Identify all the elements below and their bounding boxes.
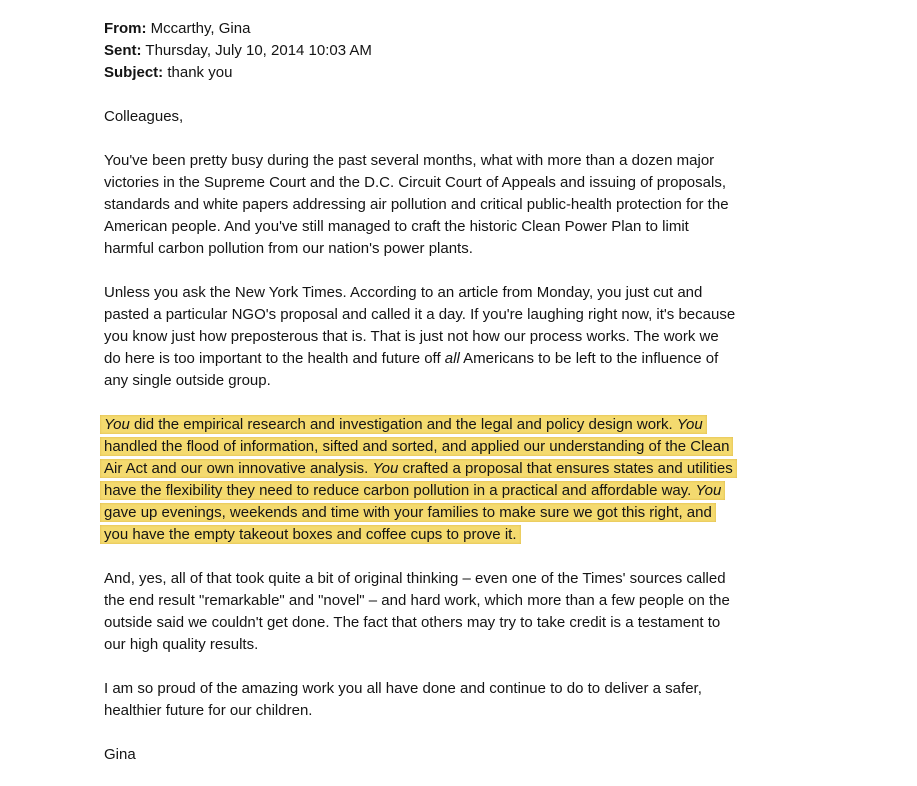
- email-paragraph: You've been pretty busy during the past several months, what with more than a dozen major victories in the Supreme Court and the D.C. Circuit Court of Appeals and issuing of proposals, standards and white papers addressing air pollution and critical public-health protection for the American people. And you've still managed to craft the historic Clean Power Plan to limit harmful carbon pollution from our nation's power plants.: [104, 152, 729, 257]
- from-label: From:: [104, 20, 147, 37]
- email-header: [104, 18, 907, 84]
- subject-value: thank you: [167, 64, 233, 81]
- email-body: [104, 150, 907, 722]
- email-paragraph: And, yes, all of that took quite a bit of original thinking – even one of the Times' sources called the end result "remarkable" and "novel" – and hard work, which more than a few people on the outside said we couldn't get done. The fact that others may try to take credit is a testament to our high quality results.: [104, 570, 730, 653]
- subject-label: Subject:: [104, 64, 164, 81]
- email-paragraph-highlighted: [100, 414, 907, 546]
- email-subject-line: [104, 62, 907, 84]
- email-paragraph: I am so proud of the amazing work you all have done and continue to do to deliver a safer, healthier future for our children.: [104, 680, 702, 719]
- sent-value: Thursday, July 10, 2014 10:03 AM: [145, 42, 372, 59]
- from-value: Mccarthy, Gina: [150, 20, 251, 37]
- email-sent-line: [104, 40, 907, 62]
- sent-label: Sent:: [104, 42, 142, 59]
- highlight-mark: You did the empirical research and investigation and the legal and policy design work. You handled the flood of information, sifted and sorted, and applied our understanding of the Clean Air Act and our own innovative analysis. You crafted a proposal that ensures states and utilities have the flexibility they need to reduce carbon pollution in a practical and affordable way. You gave up evenings, weekends and time with your families to make sure we got this right, and you have the empty takeout boxes and coffee cups to prove it.: [100, 415, 737, 544]
- email-paragraph: Unless you ask the New York Times. According to an article from Monday, you just cut and pasted a particular NGO's proposal and called it a day. If you're laughing right now, it's because you know just how preposterous that is. That is just not how our process works. The work we do here is too important to the health and future off all Americans to be left to the influence of any single outside group.: [104, 284, 736, 389]
- salutation: Colleagues,: [104, 108, 184, 125]
- signature: Gina: [104, 746, 136, 763]
- email-from-line: [104, 18, 907, 40]
